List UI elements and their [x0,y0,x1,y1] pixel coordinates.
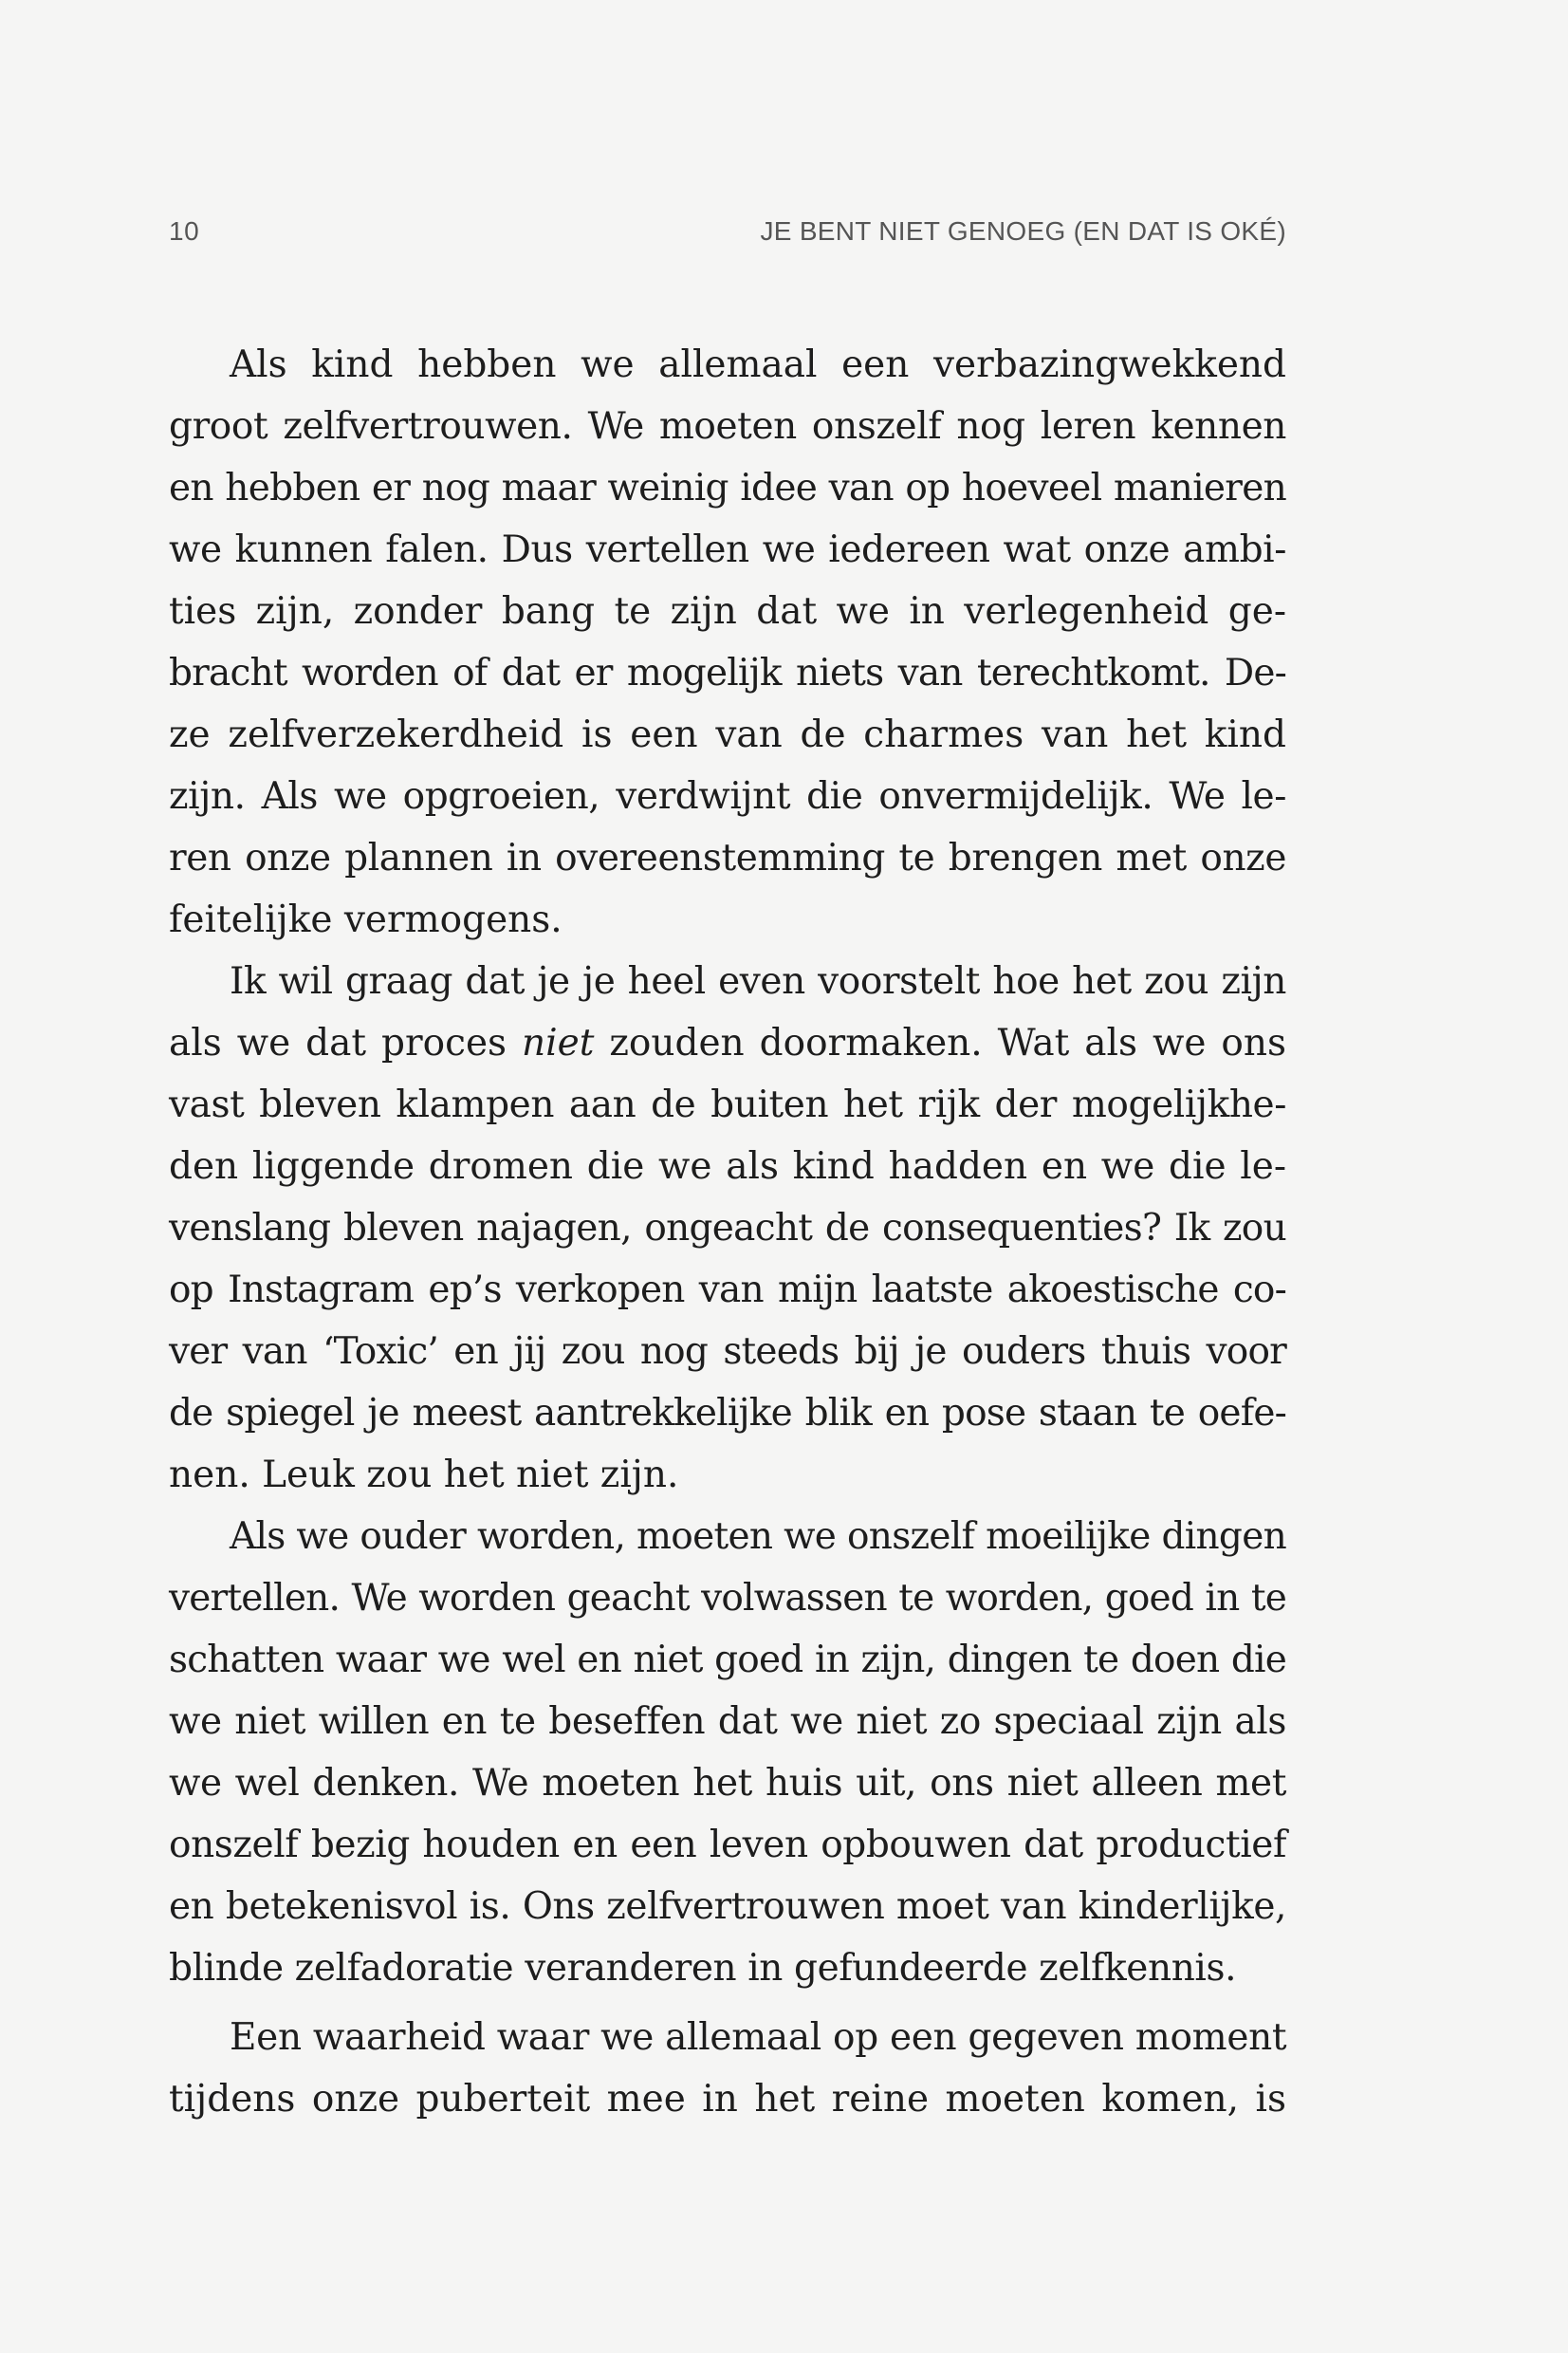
text-line: bracht worden of dat er mogelijk niets van terechtkomt. De- [169,652,1286,695]
text-line: en hebben er nog maar weinig idee van op hoeveel manieren [169,467,1286,510]
text-segment: zouden doormaken. Wat als we ons [594,1022,1287,1065]
text-line: ver van ‘Toxic’ en jij zou nog steeds bij je ouders thuis voor [169,1330,1286,1373]
text-line [169,1012,1286,1074]
text-line: we niet willen en te beseffen dat we niet zo speciaal zijn als [169,1700,1286,1743]
running-head [169,216,1286,254]
text-line: Als kind hebben we allemaal een verbazingwekkend [230,343,1286,386]
text-line: groot zelfvertrouwen. We moeten onszelf nog leren kennen [169,405,1286,448]
text-line: zijn. Als we opgroeien, verdwijnt die onvermijdelijk. We le- [169,775,1286,818]
text-line: Als we ouder worden, moeten we onszelf moeilijke dingen [230,1515,1286,1558]
text-line: ze zelfverzekerdheid is een van de charmes van het kind [169,713,1286,756]
text-line: we kunnen falen. Dus vertellen we iedereen wat onze ambi- [169,528,1286,571]
text-line: den liggende dromen die we als kind hadden en we die le- [169,1145,1286,1188]
text-segment: als we dat proces [169,1022,523,1065]
text-line: blinde zelfadoratie veranderen in gefundeerde zelfkennis. [169,1947,1237,1990]
paragraph-3 [169,1506,1286,1999]
text-line: vast bleven klampen aan de buiten het rijk der mogelijkhe- [169,1084,1286,1126]
body-text [169,334,1286,2130]
paragraph-2 [169,951,1286,1506]
text-line: we wel denken. We moeten het huis uit, ons niet alleen met [169,1762,1286,1805]
text-line: ties zijn, zonder bang te zijn dat we in verlegenheid ge- [169,590,1286,633]
text-line: schatten waar we wel en niet goed in zijn, dingen te doen die [169,1639,1286,1681]
text-line: en betekenisvol is. Ons zelfvertrouwen moet van kinderlijke, [169,1885,1286,1928]
text-line: tijdens onze puberteit mee in het reine moeten komen, is [169,2078,1286,2121]
text-line: Ik wil graag dat je je heel even voorstelt hoe het zou zijn [230,960,1286,1003]
text-line: ren onze plannen in overeenstemming te brengen met onze [169,837,1286,880]
emphasis-text: niet [522,1022,595,1065]
text-line: feitelijke vermogens. [169,899,563,941]
page-number: 10 [169,216,200,246]
paragraph-4 [169,2007,1286,2130]
text-line: nen. Leuk zou het niet zijn. [169,1454,679,1496]
text-line: Een waarheid waar we allemaal op een gegeven moment [230,2016,1287,2059]
text-line: vertellen. We worden geacht volwassen te worden, goed in te [169,1577,1286,1620]
running-title: JE BENT NIET GENOEG (EN DAT IS OKÉ) [760,216,1286,246]
paragraph-1 [169,334,1286,951]
text-line: venslang bleven najagen, ongeacht de consequenties? Ik zou [169,1207,1286,1250]
text-line: onszelf bezig houden en een leven opbouwen dat productief [169,1824,1286,1866]
text-line: op Instagram ep’s verkopen van mijn laatste akoestische co- [169,1269,1286,1311]
text-line: de spiegel je meest aantrekkelijke blik en pose staan te oefe- [169,1392,1286,1435]
